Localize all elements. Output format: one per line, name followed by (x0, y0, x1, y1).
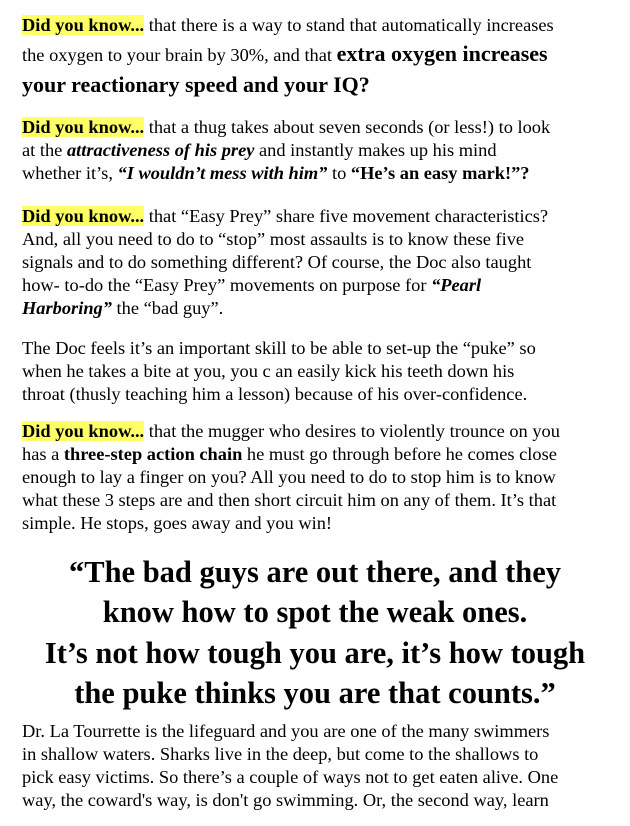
text-line: pick easy victims. So there’s a couple of ways not to get eaten alive. One (22, 767, 559, 787)
text-line (22, 42, 612, 67)
text-line: in shallow waters. Sharks live in the deep, but come to the shallows to (22, 744, 539, 764)
text-line (22, 420, 612, 443)
text-run: that the mugger who desires to violently trounce on you (144, 421, 560, 441)
text-run: the “bad guy”. (111, 298, 224, 318)
text-line: signals and to do something different? Of course, the Doc also taught (22, 252, 532, 272)
text-line: And, all you need to do to “stop” most assaults is to know these five (22, 229, 525, 249)
bold-emphasis: your reactionary speed and your IQ? (22, 72, 370, 97)
text-line: what these 3 steps are and then short circuit him on any of them. It’s that (22, 490, 557, 510)
text-line (22, 14, 612, 37)
text-line (22, 205, 612, 228)
text-line: throat (thusly teaching him a lesson) because of his over-confidence. (22, 384, 528, 404)
text-line (22, 443, 612, 466)
text-line: enough to lay a finger on you? All you need to do to stop him is to know (22, 467, 556, 487)
bold-italic-emphasis: “I wouldn’t mess with him” (117, 163, 328, 183)
bold-italic-emphasis: “Pearl (431, 275, 482, 295)
text-line: Dr. La Tourrette is the lifeguard and you are one of the many swimmers (22, 721, 550, 741)
did-you-know-highlight: Did you know... (22, 206, 145, 226)
text-run: that a thug takes about seven seconds (or less!) to look (144, 117, 551, 137)
quote-line: know how to spot the weak ones. (102, 595, 528, 629)
quote-line: the puke thinks you are that counts.” (74, 676, 556, 710)
text-line: The Doc feels it’s an important skill to be able to set-up the “puke” so (22, 338, 536, 358)
bold-emphasis: three-step action chain (63, 444, 243, 464)
text-line: simple. He stops, goes away and you win! (22, 513, 333, 533)
did-you-know-highlight: Did you know... (22, 421, 145, 441)
text-run: to (327, 163, 351, 183)
bold-italic-emphasis: Harboring” (22, 298, 112, 318)
text-line: when he takes a bite at you, you c an easily kick his teeth down his (22, 361, 515, 381)
bold-italic-emphasis: attractiveness of his prey (66, 140, 255, 160)
text-run: whether it’s, (22, 163, 118, 183)
text-line (22, 162, 612, 185)
text-run: that “Easy Prey” share five movement characteristics? (144, 206, 549, 226)
text-run: the oxygen to your brain by 30%, and that (22, 45, 337, 65)
text-run: how- to-do the “Easy Prey” movements on purpose for (22, 275, 432, 295)
text-run: and instantly makes up his mind (254, 140, 497, 160)
quote-line: “The bad guys are out there, and they (68, 555, 561, 589)
text-run: has a (22, 444, 64, 464)
did-you-know-highlight: Did you know... (22, 117, 145, 137)
text-run: he must go through before he comes close (242, 444, 557, 464)
bold-emphasis: extra oxygen increases (336, 41, 548, 66)
quote-line: It’s not how tough you are, it’s how tough (44, 636, 586, 670)
did-you-know-highlight: Did you know... (22, 15, 145, 35)
text-line (22, 274, 612, 297)
text-run: at the (22, 140, 67, 160)
text-line (22, 73, 612, 98)
text-line (22, 116, 612, 139)
bold-emphasis: “He’s an easy mark!”? (350, 163, 530, 183)
text-line (22, 297, 612, 320)
text-line: way, the coward's way, is don't go swimming. Or, the second way, learn (22, 790, 549, 810)
text-run: that there is a way to stand that automatically increases (144, 15, 554, 35)
text-line (22, 139, 612, 162)
